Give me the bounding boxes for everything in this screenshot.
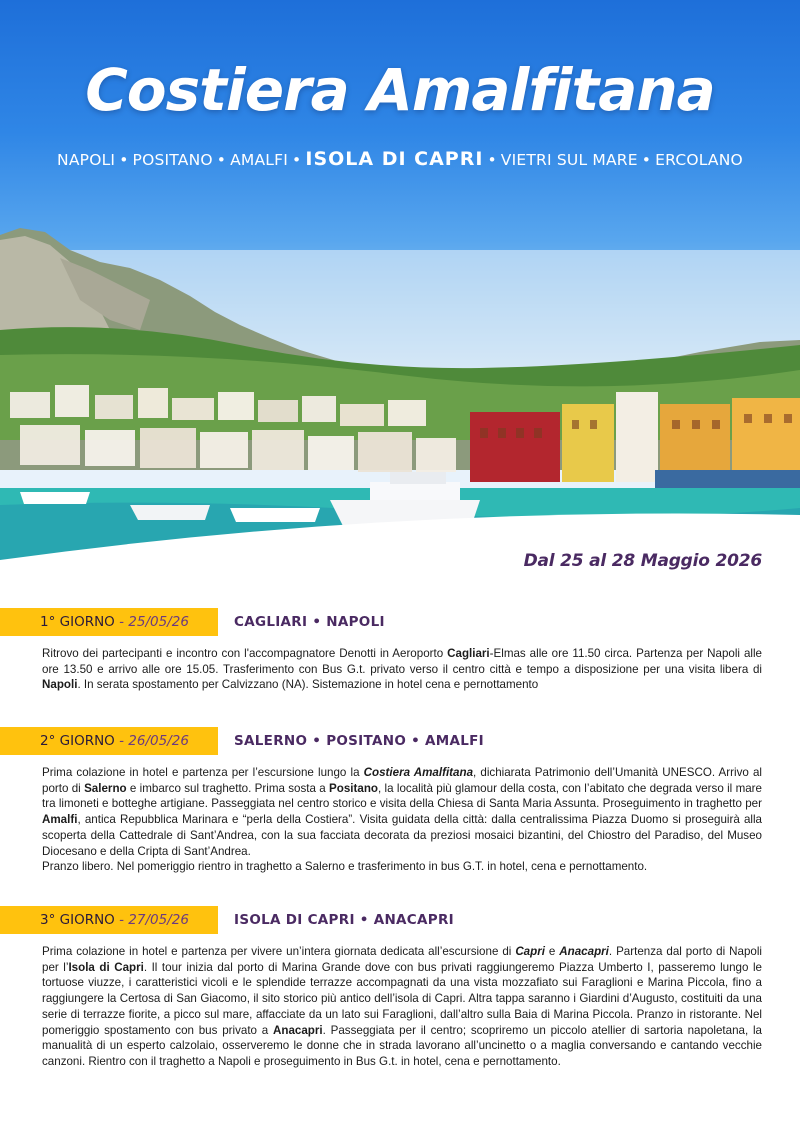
destination-napoli: NAPOLI	[57, 151, 116, 169]
destinations-list	[0, 148, 800, 170]
body-text: , dichiarata Patrimonio dell’Umanità UNESCO. Arrivo al porto di	[42, 766, 762, 795]
day-2-section	[0, 727, 800, 875]
highlight-text: Capri	[515, 945, 545, 958]
body-text: , antica Repubblica Marinara e “perla della Costiera”. Visita guidata della città: dalla centralissima Piazza Duomo si proseguirà alla scoperta della Cattedrale di Sant’Andrea, con la sua facciata decorata da preziosi mosaici bizantini, del Chiostro del Paradiso, del Museo Diocesano e della Cripta di Sant’Andrea.	[42, 813, 762, 858]
day-1-date: - 25/05/26	[119, 614, 189, 630]
page-title: Costiera Amalfitana	[85, 56, 715, 124]
day-1-section	[0, 608, 800, 693]
day-2-number: 2° GIORNO	[40, 733, 115, 749]
highlight-text: Anacapri	[559, 945, 609, 958]
day-2-places: SALERNO • POSITANO • AMALFI	[234, 733, 484, 749]
body-text: Prima colazione in hotel e partenza per l’escursione lungo la	[42, 766, 364, 779]
highlight-text: Positano	[329, 781, 378, 795]
body-text: . Il tour inizia dal porto di Marina Grande dove con bus privati raggiungeremo Piazza Umberto I, passeremo lungo le tortuose viuzze, i caratteristici vicoli e le splendide terrazze accompagnati da una vista mozzafiato sui Faraglioni e Marina Piccola, fino a raggiungere la Certosa di San Giacomo, il sito storico più antico dell’isola di Capri. Altra tappa saranno i Giardini d’Augusto, costituiti da una serie di terrazze fiorite, a picco sul mare, affacciate da un lato sui Faraglioni, dall’altro sulla Baia di Marina Piccola. Pranzo in ristorante. Nel pomeriggio spostamento con bus privato a	[42, 960, 762, 1037]
destination-positano: POSITANO	[132, 151, 213, 169]
body-text: e imbarco sul traghetto. Prima sosta a	[126, 781, 330, 795]
day-3-date: - 27/05/26	[119, 912, 189, 928]
body-text: Prima colazione in hotel e partenza per vivere un’intera giornata dedicata all’escursione di	[42, 945, 516, 958]
day-3-header	[0, 906, 800, 934]
day-paragraph	[42, 646, 762, 693]
destination-amalfi: AMALFI	[230, 151, 289, 169]
day-1-tag	[0, 608, 218, 636]
highlight-text: Salerno	[84, 781, 127, 795]
separator: •	[292, 151, 302, 169]
body-text: Pranzo libero. Nel pomeriggio rientro in traghetto a Salerno e trasferimento in bus G.T. in hotel, cena e pernottamento.	[42, 860, 648, 874]
highlight-text: Isola di Capri	[68, 960, 144, 974]
day-1-date-value: 25/05/26	[128, 614, 189, 630]
body-text: Ritrovo dei partecipanti e incontro con l'accompagnatore Denotti in Aeroporto	[42, 647, 448, 660]
day-3-section	[0, 906, 800, 1070]
day-2-header	[0, 727, 800, 755]
day-2-description	[42, 765, 762, 875]
day-1-description	[42, 646, 762, 693]
separator: •	[487, 151, 497, 169]
body-text: , la località più glamour della costa, con l’abitato che degrada verso il mare tra limoneti e botteghe artigiane. Passeggiata nel centro storico e visita della Chiesa di Santa Maria Assunta. Proseguimento in traghetto per	[42, 781, 762, 811]
highlight-text: Amalfi	[42, 813, 78, 827]
day-paragraph	[42, 859, 762, 875]
separator: •	[119, 151, 129, 169]
day-3-date-value: 27/05/26	[128, 912, 189, 928]
day-3-places: ISOLA DI CAPRI • ANACAPRI	[234, 912, 454, 928]
day-paragraph	[42, 944, 762, 1070]
day-1-places: CAGLIARI • NAPOLI	[234, 614, 385, 630]
destination-ercolano: ERCOLANO	[655, 151, 743, 169]
highlight-text: Costiera Amalfitana	[363, 766, 474, 779]
day-3-number: 3° GIORNO	[40, 912, 115, 928]
day-1-number: 1° GIORNO	[40, 614, 115, 630]
destination-vietri-sul-mare: VIETRI SUL MARE	[500, 151, 638, 169]
body-text: e	[544, 945, 560, 958]
day-1-header	[0, 608, 800, 636]
dates-banner: Dal 25 al 28 Maggio 2026	[523, 551, 762, 571]
body-text: . In serata spostamento per Calvizzano (NA). Sistemazione in hotel cena e pernottamento	[77, 678, 539, 692]
day-3-description	[42, 944, 762, 1070]
highlight-text: Anacapri	[272, 1023, 323, 1037]
destination-isola-di-capri: ISOLA DI CAPRI	[305, 148, 484, 170]
day-paragraph	[42, 765, 762, 859]
separator: •	[641, 151, 652, 169]
highlight-text: Napoli	[42, 678, 78, 692]
body-text: -Elmas alle ore 11.50 circa. Partenza per Napoli alle ore 13.50 e arrivo alle ore 15.05. Trasferimento con Bus G.t. privato verso il centro città e tempo a disposizione per una visita libera di	[42, 647, 762, 676]
separator: •	[216, 151, 227, 169]
body-text: . Passeggiata per il centro; scopriremo un piccolo atellier di sartoria napoletana, la manualità di un esperto calzolaio, osserveremo le donne che in strada lavorano all’uncinetto o a maglia conversando e cantando vecchie canzoni. Rientro con il traghetto a Napoli e proseguimento in Bus G.t. in hotel, cena e pernottamento.	[42, 1023, 762, 1068]
highlight-text: Cagliari	[447, 647, 490, 660]
body-text: . Partenza dal porto di Napoli per l’	[42, 945, 762, 974]
day-2-tag	[0, 727, 218, 755]
day-2-date: - 26/05/26	[119, 733, 189, 749]
day-3-tag	[0, 906, 218, 934]
day-2-date-value: 26/05/26	[128, 733, 189, 749]
